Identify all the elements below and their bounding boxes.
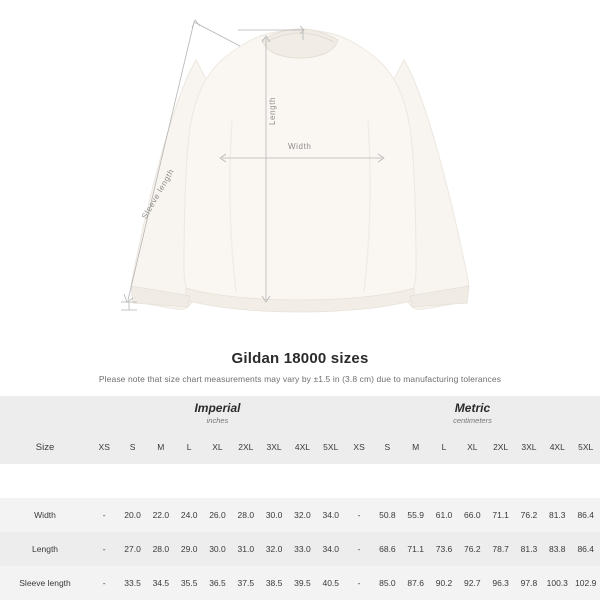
size-header-metric-3xl: 3XL — [521, 442, 537, 452]
size-header-imperial-2xl: 2XL — [238, 442, 254, 452]
unit-group-imperial-name: Imperial — [194, 400, 241, 415]
cell: 20.0 — [124, 510, 141, 520]
row-label-sleeve-length: Sleeve length — [19, 578, 71, 588]
unit-group-imperial-sub: inches — [206, 415, 229, 425]
size-header-metric-2xl: 2XL — [493, 442, 509, 452]
size-header-imperial-s: S — [129, 442, 136, 452]
unit-group-blank — [0, 396, 90, 430]
cell: 32.0 — [294, 510, 311, 520]
cell: - — [102, 578, 106, 588]
cell: 34.0 — [322, 510, 340, 520]
cell: 87.6 — [407, 578, 424, 588]
unit-group-metric-name: Metric — [454, 400, 491, 415]
cell: 76.2 — [520, 510, 538, 520]
unit-group-row — [0, 396, 600, 430]
cell: 86.4 — [577, 544, 594, 554]
size-header-metric-m: M — [412, 442, 420, 452]
size-header-row — [0, 430, 600, 464]
length-label: Length — [268, 96, 277, 125]
cell: 31.0 — [237, 544, 255, 554]
row-label-width: Width — [34, 510, 56, 520]
cell: 24.0 — [180, 510, 198, 520]
cell: - — [357, 578, 361, 588]
sweatshirt-shape — [131, 29, 469, 312]
cell: 96.3 — [492, 578, 509, 588]
cell: 35.5 — [180, 578, 198, 588]
size-header-label: Size — [35, 441, 55, 453]
cell: 22.0 — [152, 510, 170, 520]
size-header-metric-4xl: 4XL — [549, 442, 565, 452]
cell: - — [102, 544, 106, 554]
cell: - — [357, 544, 361, 554]
cell: 66.0 — [464, 510, 481, 520]
cell: 90.2 — [435, 578, 453, 588]
cell: 78.7 — [492, 544, 509, 554]
cell: 30.0 — [209, 544, 226, 554]
cell: 92.7 — [464, 578, 481, 588]
measurement-note: Please note that size chart measurements may vary by ±1.5 in (3.8 cm) due to manufacturing tolerances — [98, 374, 502, 384]
cell: 50.8 — [379, 510, 396, 520]
cell: 28.0 — [152, 544, 170, 554]
cell: 100.3 — [546, 578, 568, 588]
cell: 37.5 — [237, 578, 255, 588]
size-header-metric-xs: XS — [353, 442, 365, 452]
cell: 71.1 — [492, 510, 509, 520]
size-chart-table — [0, 396, 600, 600]
row-label-length: Length — [32, 544, 59, 554]
cell: 32.0 — [265, 544, 283, 554]
cell: 76.2 — [464, 544, 481, 554]
cell: 39.5 — [294, 578, 311, 588]
cell: 33.5 — [124, 578, 141, 588]
cell: 85.0 — [379, 578, 396, 588]
table-spacer — [0, 464, 600, 498]
cell: 86.4 — [577, 510, 594, 520]
size-header-metric-l: L — [441, 442, 447, 452]
size-header-imperial-4xl: 4XL — [294, 442, 310, 452]
cell: 71.1 — [407, 544, 424, 554]
cell: 38.5 — [265, 578, 283, 588]
cell: 26.0 — [209, 510, 226, 520]
cell: 28.0 — [237, 510, 255, 520]
size-header-metric-xl: XL — [467, 442, 478, 452]
cell: 27.0 — [124, 544, 141, 554]
table-row — [0, 498, 600, 532]
size-header-metric-s: S — [384, 442, 391, 452]
cell: 81.3 — [520, 544, 538, 554]
cell: 73.6 — [435, 544, 453, 554]
cell: 34.0 — [322, 544, 340, 554]
cell: 29.0 — [180, 544, 198, 554]
cell: 30.0 — [265, 510, 283, 520]
cell: 34.5 — [152, 578, 170, 588]
unit-group-metric-sub: centimeters — [453, 415, 492, 425]
width-label: Width — [288, 142, 312, 151]
cell: 68.6 — [379, 544, 396, 554]
cell: 102.9 — [575, 578, 597, 588]
table-row — [0, 532, 600, 566]
cell: 83.8 — [548, 544, 566, 554]
cell: 40.5 — [322, 578, 340, 588]
sleeve-length-label: Sleeve length — [140, 167, 176, 221]
size-header-imperial-xl: XL — [212, 442, 223, 452]
unit-group-metric — [345, 396, 600, 430]
size-header-metric-5xl: 5XL — [578, 442, 594, 452]
cell: - — [102, 510, 106, 520]
size-header-imperial-l: L — [186, 442, 192, 452]
size-header-imperial-3xl: 3XL — [266, 442, 282, 452]
title-block — [0, 350, 600, 384]
cell: 61.0 — [435, 510, 453, 520]
cell: 33.0 — [294, 544, 311, 554]
size-header-imperial-5xl: 5XL — [323, 442, 339, 452]
size-header-imperial-m: M — [157, 442, 165, 452]
page-title: Gildan 18000 sizes — [231, 350, 369, 367]
unit-group-imperial — [90, 396, 345, 430]
size-header-imperial-xs: XS — [98, 442, 110, 452]
cell: 81.3 — [548, 510, 566, 520]
size-chart-table-wrap — [0, 396, 600, 600]
cell: - — [357, 510, 361, 520]
cell: 97.8 — [520, 578, 538, 588]
table-row — [0, 566, 600, 600]
cell: 55.9 — [407, 510, 424, 520]
cell: 36.5 — [209, 578, 226, 588]
